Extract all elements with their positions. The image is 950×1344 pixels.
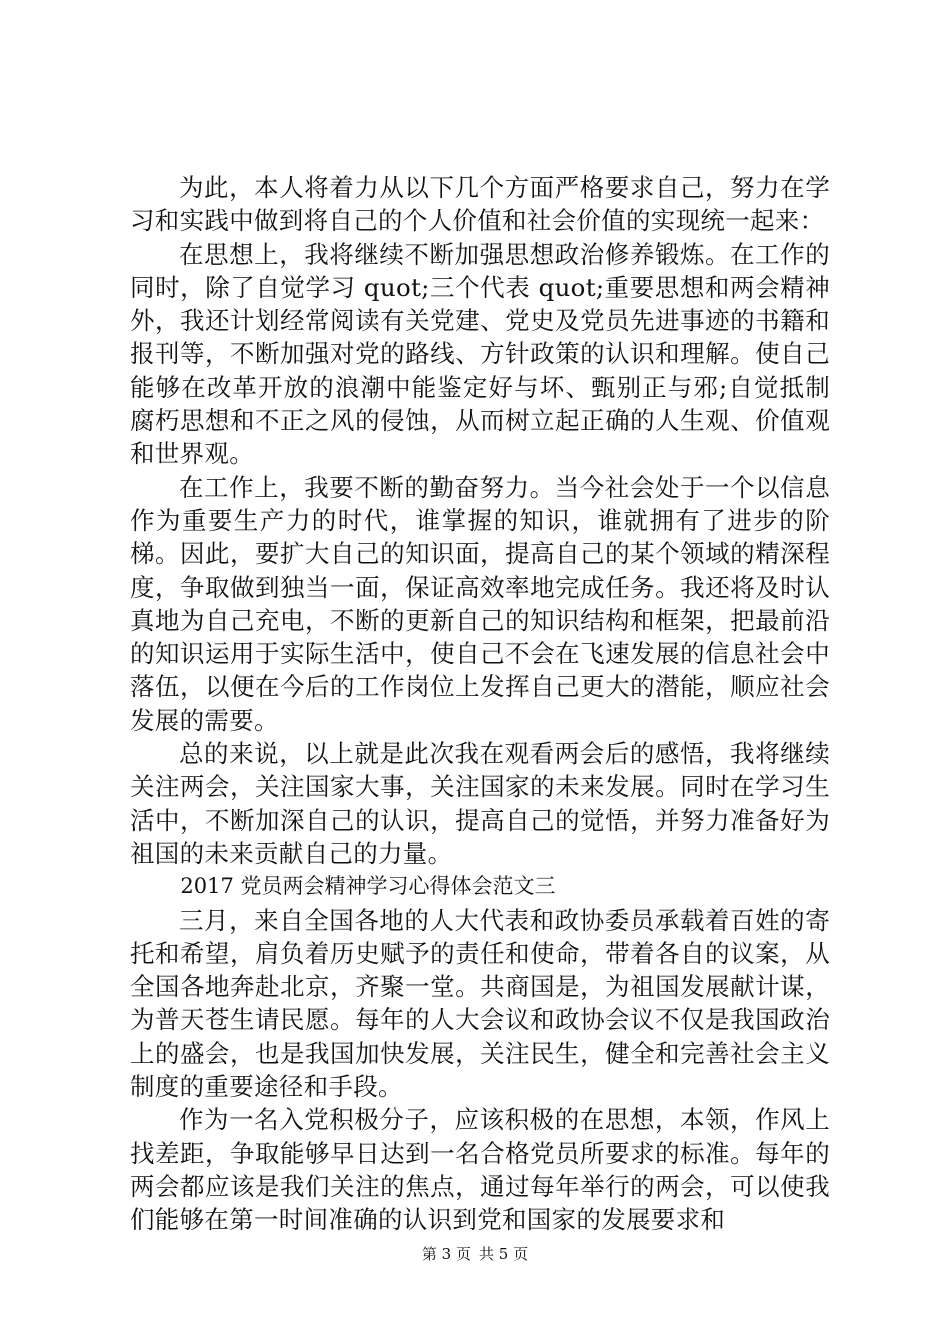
page-footer <box>0 1244 950 1264</box>
paragraph-work: 在工作上，我要不断的勤奋努力。当今社会处于一个以信息作为重要生产力的时代，谁掌握的知识，谁就拥有了进步的阶梯。因此，要扩大自己的知识面，提高自己的某个领域的精深程度，争取做到独当一面，保证高效率地完成任务。我还将及时认真地为自己充电，不断的更新自己的知识结构和框架，把最前沿的知识运用于实际生活中，使自己不会在飞速发展的信息社会中落伍，以便在今后的工作岗位上发挥自己更大的潜能，顺应社会发展的需要。 <box>130 472 830 735</box>
paragraph-intro: 为此，本人将着力从以下几个方面严格要求自己，努力在学习和实践中做到将自己的个人价值和社会价值的实现统一起来： <box>130 173 830 236</box>
paragraph-thought: 在思想上，我将继续不断加强思想政治修养锻炼。在工作的同时，除了自觉学习 quot;三个代表 quot;重要思想和两会精神外，我还计划经常阅读有关党建、党史及党员先进事迹的书籍和报刊等，不断加强对党的路线、方针政策的认识和理解。使自己能够在改革开放的浪潮中能鉴定好与坏、甄别正与邪;自觉抵制腐朽思想和不正之风的侵蚀，从而树立起正确的人生观、价值观和世界观。 <box>130 239 830 469</box>
paragraph-march: 三月，来自全国各地的人大代表和政协委员承载着百姓的寄托和希望，肩负着历史赋予的责任和使命，带着各自的议案，从全国各地奔赴北京，齐聚一堂。共商国是，为祖国发展献计谋，为普天苍生请民愿。每年的人大会议和政协会议不仅是我国政治上的盛会，也是我国加快发展，关注民生，健全和完善社会主义制度的重要途径和手段。 <box>130 905 830 1102</box>
paragraph-summary: 总的来说，以上就是此次我在观看两会后的感悟，我将继续关注两会，关注国家大事，关注国家的未来发展。同时在学习生活中，不断加深自己的认识，提高自己的觉悟，并努力准备好为祖国的未来贡献自己的力量。 <box>130 739 830 868</box>
section-heading: 2017 党员两会精神学习心得体会范文三 <box>180 874 556 899</box>
page-total: 共 5 页 <box>479 1245 529 1263</box>
page-number: 第 3 页 <box>421 1245 471 1263</box>
document-body <box>130 171 830 1237</box>
paragraph-activist: 作为一名入党积极分子，应该积极的在思想，本领，作风上找差距，争取能够早日达到一名合格党员所要求的标准。每年的两会都应该是我们关注的焦点，通过每年举行的两会，可以使我们能够在第一时间准确的认识到党和国家的发展要求和 <box>130 1105 830 1235</box>
